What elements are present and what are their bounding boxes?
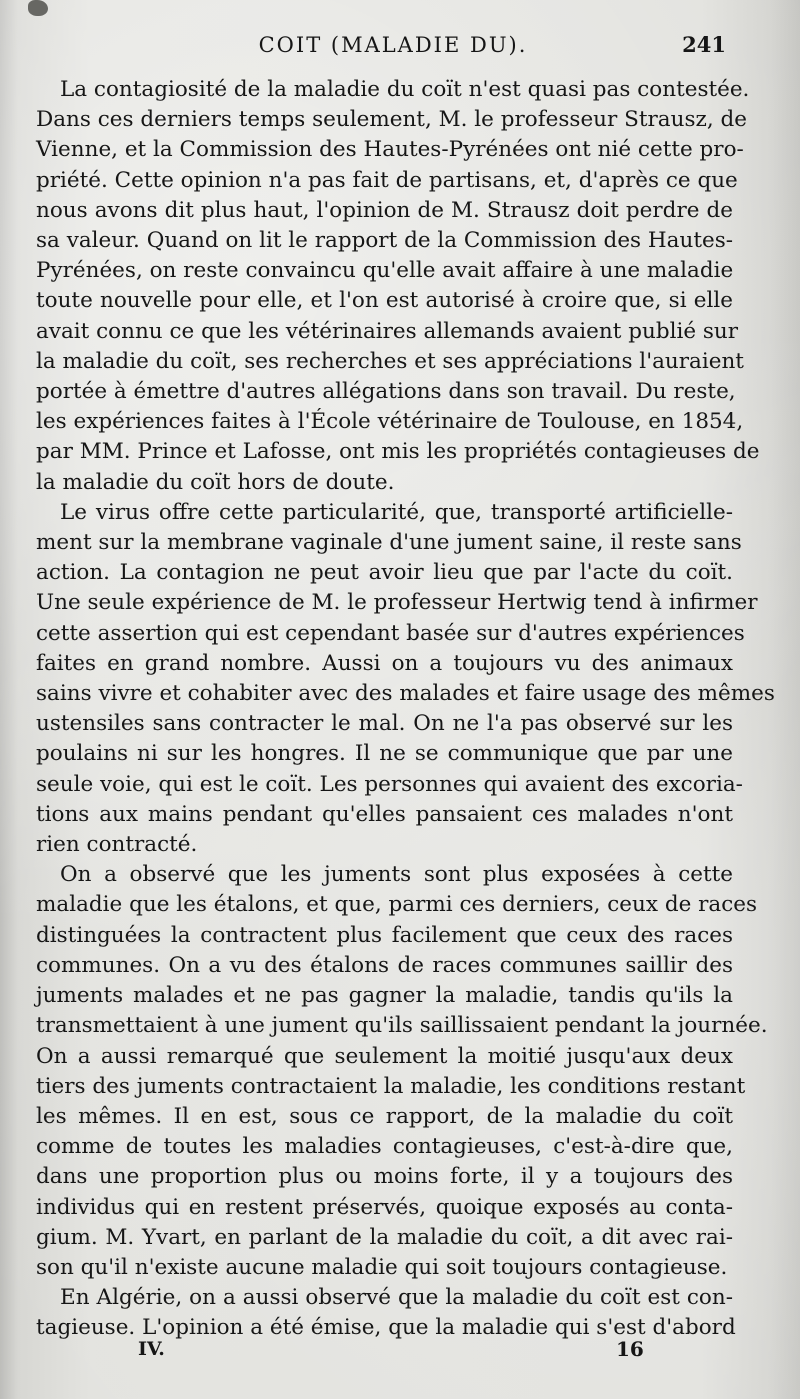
signature-mark: IV. [138,1338,165,1360]
text-line: priété. Cette opinion n'a pas fait de partisans, et, d'après ce que [36,167,738,193]
text-line: faites en grand nombre. Aussi on a toujours vu des animaux [36,650,733,676]
text-line: la maladie du coït, ses recherches et ses appréciations l'auraient [36,348,744,374]
text-line: juments malades et ne pas gagner la maladie, tandis qu'ils la [36,983,733,1009]
text-line: gium. M. Yvart, en parlant de la maladie du coït, a dit avec rai- [36,1224,733,1250]
text-line: nous avons dit plus haut, l'opinion de M. Strausz doit perdre de [36,197,733,223]
text-line: sa valeur. Quand on lit le rapport de la Commission des Hautes- [36,228,733,254]
text-line: tiers des juments contractaient la maladie, les conditions restant [36,1073,746,1099]
text-line: On a observé que les juments sont plus exposées à cette [60,862,733,888]
text-line: transmettaient à une jument qu'ils saillissaient pendant la journée. [36,1013,768,1039]
page-footer [38,1336,738,1362]
paragraph [36,75,760,498]
text-line: cette assertion qui est cependant basée sur d'autres expériences [36,620,745,646]
text-line: Le virus offre cette particularité, que, transporté artificielle- [60,499,733,525]
text-line: seule voie, qui est le coït. Les personnes qui avaient des excoria- [36,771,743,797]
paragraph [36,1283,736,1343]
text-line: dans une proportion plus ou moins forte, il y a toujours des [36,1164,733,1190]
text-line: communes. On a vu des étalons de races communes saillir des [36,952,733,978]
body-text [36,75,775,1344]
text-line: toute nouvelle pour elle, et l'on est autorisé à croire que, si elle [36,288,733,314]
text-line: rien contracté. [36,832,198,858]
ink-speck [28,0,48,16]
text-line: Dans ces derniers temps seulement, M. le professeur Strausz, de [36,107,747,133]
text-line: par MM. Prince et Lafosse, ont mis les propriétés contagieuses de [36,439,760,465]
text-line: Une seule expérience de M. le professeur Hertwig tend à infirmer [36,590,758,616]
text-line: ment sur la membrane vaginale d'une jument saine, il reste sans [36,530,742,556]
text-line: action. La contagion ne peut avoir lieu que par l'acte du coït. [36,560,733,586]
text-line: avait connu ce que les vétérinaires allemands avaient publié sur [36,318,739,344]
text-line: ustensiles sans contracter le mal. On ne l'a pas observé sur les [36,711,733,737]
text-line: sains vivre et cohabiter avec des malades et faire usage des mêmes [36,681,775,707]
paragraph [36,498,775,860]
text-line: distinguées la contractent plus facilement que ceux des races [36,922,733,948]
running-head [38,30,738,60]
text-line: portée à émettre d'autres allégations dans son travail. Du reste, [36,379,736,405]
text-line: On a aussi remarqué que seulement la moitié jusqu'aux deux [36,1043,733,1069]
text-line: La contagiosité de la maladie du coït n'est quasi pas contestée. [60,77,750,102]
sheet-number: 16 [616,1337,644,1361]
text-line: Pyrénées, on reste convaincu qu'elle avait affaire à une maladie [36,258,734,284]
page-number: 241 [682,32,726,57]
text-line: poulains ni sur les hongres. Il ne se communique que par une [36,741,733,767]
text-line: son qu'il n'existe aucune maladie qui soit toujours contagieuse. [36,1254,728,1280]
text-line: individus qui en restent préservés, quoique exposés au conta- [36,1194,733,1220]
text-line: tions aux mains pendant qu'elles pansaient ces malades n'ont [36,801,733,827]
paragraph [36,860,768,1283]
text-line: comme de toutes les maladies contagieuses, c'est-à-dire que, [36,1134,733,1160]
text-line: les expériences faites à l'École vétérinaire de Toulouse, en 1854, [36,409,744,435]
header-title: COIT (MALADIE DU). [258,33,528,57]
text-line: les mêmes. Il en est, sous ce rapport, de la maladie du coït [36,1103,733,1129]
text-line: tagieuse. L'opinion a été émise, que la maladie qui s'est d'abord [36,1315,736,1341]
text-line: Vienne, et la Commission des Hautes-Pyrénées ont nié cette pro- [36,137,744,163]
text-line: la maladie du coït hors de doute. [36,469,395,495]
text-line: maladie que les étalons, et que, parmi ces derniers, ceux de races [36,892,758,918]
text-line: En Algérie, on a aussi observé que la maladie du coït est con- [60,1285,733,1311]
